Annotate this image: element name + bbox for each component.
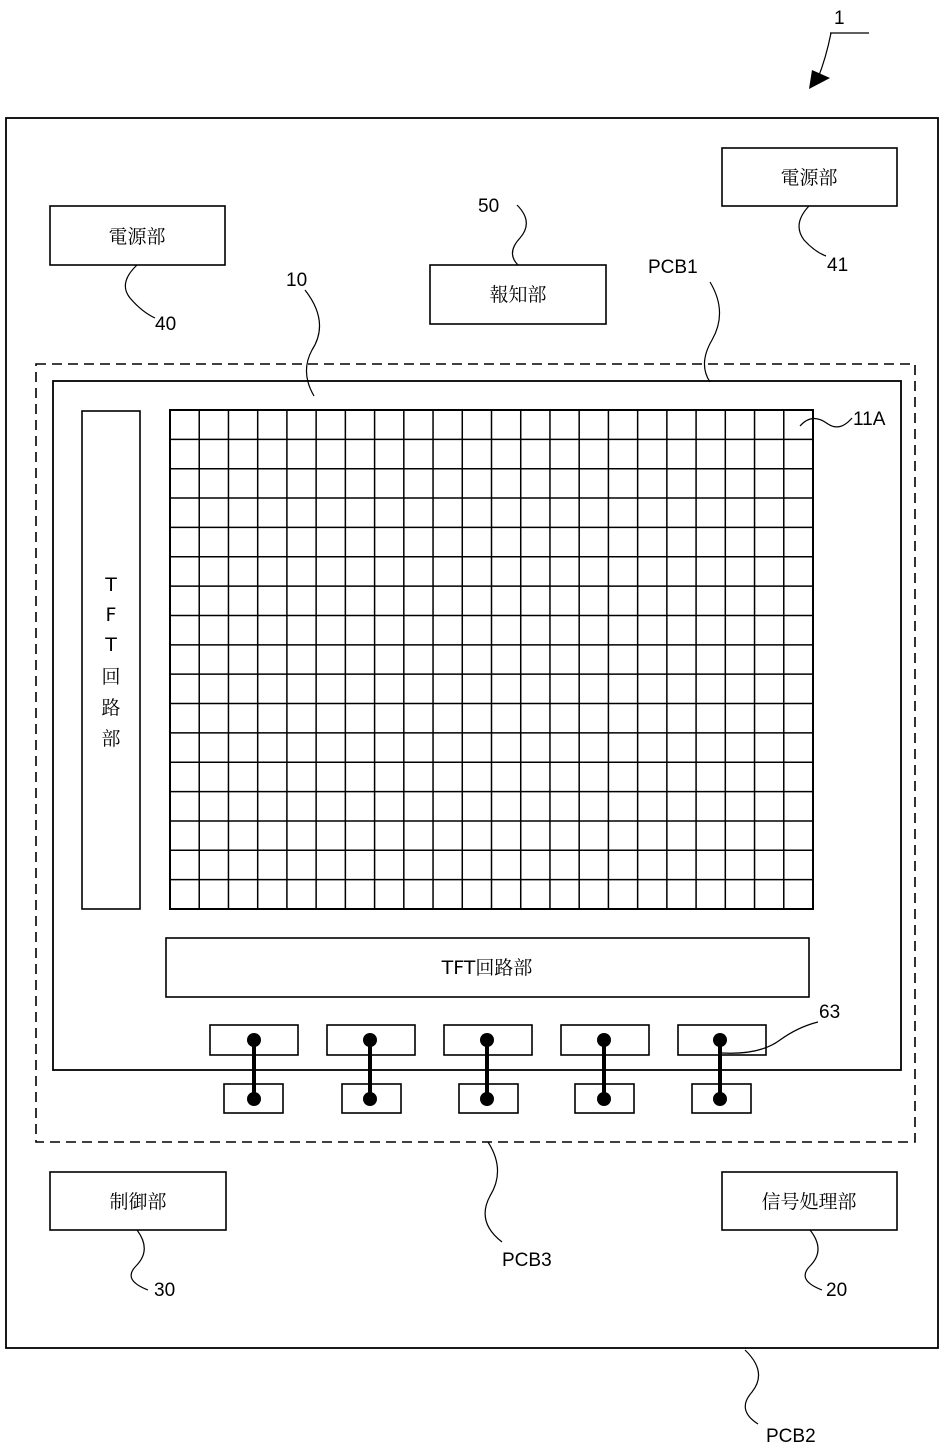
power-unit-right-label: 電源部 [780, 167, 838, 189]
connector-terminal-dot [480, 1033, 494, 1047]
power-unit-left-label: 電源部 [108, 226, 166, 248]
tft-vertical-char-5: 路 [101, 697, 121, 719]
power-left-leader [125, 265, 155, 318]
connector-ref: 63 [819, 1002, 841, 1023]
tft-vertical-char-4: 回 [101, 666, 121, 688]
notification-unit-label: 報知部 [489, 284, 547, 306]
tft-vertical-char-1: T [105, 574, 117, 596]
pcb2-label: PCB2 [766, 1426, 816, 1447]
pcb2-leader [745, 1350, 759, 1424]
notification-ref: 50 [478, 196, 500, 217]
signal-ref: 20 [826, 1280, 848, 1301]
power-right-ref: 41 [827, 255, 849, 276]
connector-terminal-dot [247, 1033, 261, 1047]
device-reference [809, 8, 869, 89]
tft-vertical-char-2: F [105, 604, 117, 626]
notification-leader [512, 205, 526, 265]
connector-terminal-dot [247, 1092, 261, 1106]
pixel-array [170, 410, 813, 909]
connector-terminal-dot [480, 1092, 494, 1106]
pcb3-leader [485, 1142, 502, 1242]
connector-terminal-dot [363, 1092, 377, 1106]
pcb3-label: PCB3 [502, 1250, 552, 1271]
power-left-ref: 40 [155, 314, 177, 335]
signal-processing-unit-label: 信号処理部 [761, 1191, 857, 1213]
tft-horizontal-label: TFT回路部 [441, 957, 533, 979]
device-ref-leader [818, 33, 831, 78]
connector-terminal-dot [713, 1033, 727, 1047]
connector-terminal-dot [597, 1033, 611, 1047]
tft-vertical-char-3: T [105, 634, 117, 656]
tft-circuit-vertical [82, 411, 140, 909]
pcb1-label: PCB1 [648, 257, 698, 278]
pixel-ref: 11A [853, 409, 886, 430]
signal-leader [805, 1230, 822, 1290]
pcb1-leader [704, 282, 719, 382]
tft-vertical-char-6: 部 [101, 728, 121, 750]
connector-group [210, 1025, 766, 1113]
control-unit-label: 制御部 [109, 1191, 167, 1213]
connector-terminal-dot [597, 1092, 611, 1106]
device-ref-label: 1 [834, 8, 845, 29]
power-right-leader [799, 206, 826, 256]
control-ref: 30 [154, 1280, 176, 1301]
sensor-panel-ref: 10 [286, 270, 308, 291]
connector-terminal-dot [363, 1033, 377, 1047]
control-leader [131, 1230, 148, 1290]
connector-terminal-dot [713, 1092, 727, 1106]
